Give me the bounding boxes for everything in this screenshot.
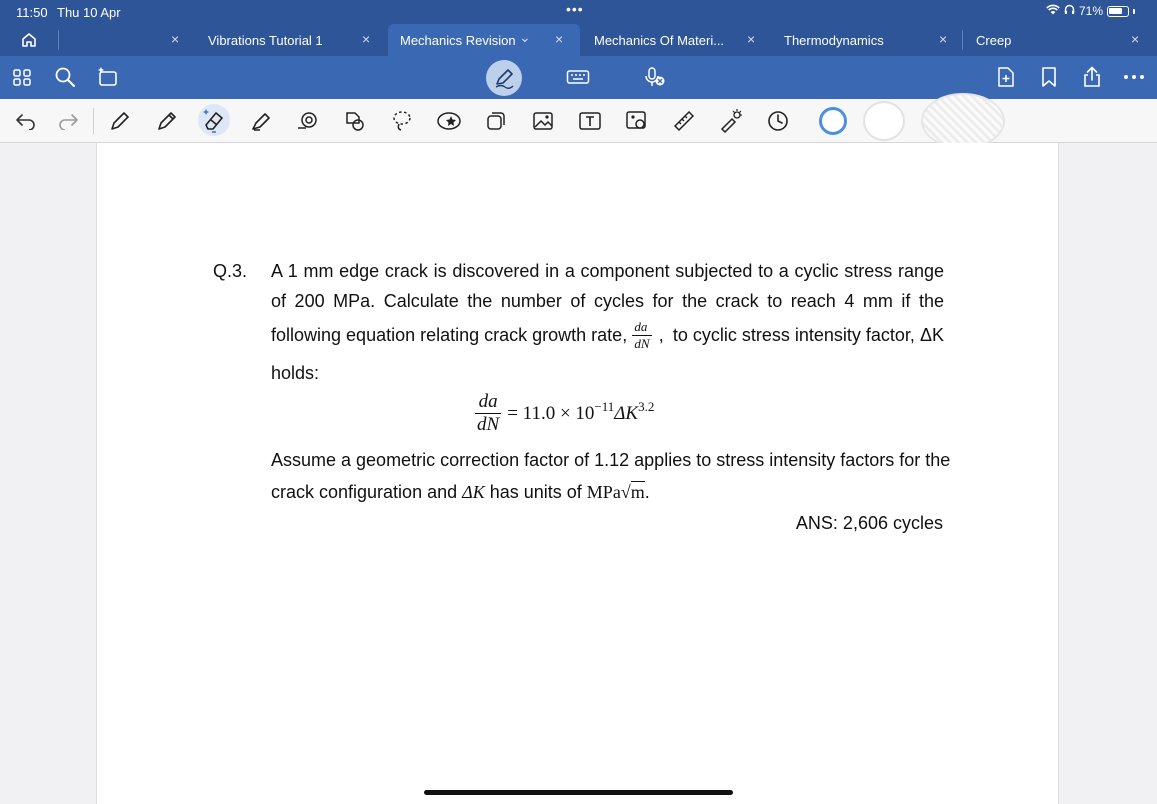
undo-icon[interactable] (12, 107, 40, 135)
answer-text: ANS: 2,606 cycles (795, 513, 943, 533)
pen-tool-icon[interactable] (106, 107, 134, 135)
question-line-2: of 200 MPa. Calculate the number of cycles for the crack to reach 4 mm if the (271, 291, 944, 311)
stroke-size-large[interactable] (921, 93, 1005, 149)
question-line-3: following equation relating crack growth rate, $\frac{da}{dN}$ , to cyclic stress intensity factor, ΔK (271, 319, 944, 351)
question-line-1: A 1 mm edge crack is discovered in a component subjected to a cyclic stress range (271, 261, 944, 281)
close-tab-icon[interactable]: × (747, 31, 756, 47)
tab-label: Vibrations Tutorial 1 (208, 33, 323, 48)
crack-growth-rate-fraction: $\frac{da}{dN}$ (634, 319, 650, 351)
tab-label: Thermodynamics (784, 33, 884, 48)
tab-bar (0, 24, 1157, 56)
pen-mode-button[interactable] (486, 60, 522, 96)
add-page-icon[interactable] (993, 64, 1019, 90)
text-tool-icon[interactable] (576, 107, 604, 135)
lasso-shapes-icon[interactable] (341, 107, 369, 135)
close-tab-icon[interactable]: × (362, 31, 371, 47)
tab-creep[interactable] (962, 24, 1157, 56)
question-line-6: crack configuration and ΔK has units of MPa√m. (271, 482, 650, 502)
tab-label: Mechanics Of Materi... (594, 33, 725, 48)
line3-end: to cyclic stress intensity factor, ΔK (672, 325, 944, 345)
equation-fraction: $\frac{da}{dN}$ (477, 391, 500, 435)
search-icon[interactable] (52, 64, 78, 90)
close-tab-icon[interactable]: × (939, 31, 948, 47)
main-toolbar (0, 56, 1157, 99)
status-bar (0, 0, 1157, 24)
status-right (1046, 4, 1135, 18)
element-tool-icon[interactable] (482, 107, 510, 135)
home-icon[interactable] (16, 27, 42, 53)
select-area-icon[interactable] (95, 64, 121, 90)
close-tab-icon[interactable]: × (171, 31, 180, 47)
image-tool-icon[interactable] (529, 107, 557, 135)
question-line-5: Assume a geometric correction factor of 1.12 applies to stress intensity factors for the (271, 450, 951, 470)
close-tab-icon[interactable]: × (1131, 31, 1140, 47)
laser-pointer-icon[interactable] (717, 107, 745, 135)
tab-label: Creep (976, 33, 1012, 48)
stroke-size-medium[interactable] (863, 101, 905, 141)
status-date: Thu 10 Apr (57, 5, 121, 20)
chevron-down-icon[interactable]: ⌄ (519, 29, 531, 45)
tab-mechanics-revision[interactable] (388, 24, 580, 56)
battery-percent: 71% (1078, 4, 1103, 18)
line3-start: following equation relating crack growth rate, (271, 325, 628, 345)
headphones-icon (1064, 4, 1075, 18)
sticker-tool-icon[interactable] (435, 107, 463, 135)
close-tab-icon[interactable]: × (555, 31, 564, 47)
question-number: Q.3. (213, 261, 248, 281)
status-time: 11:50 (16, 5, 48, 20)
multitasking-dots-icon[interactable]: ••• (566, 1, 584, 17)
crack-growth-equation: $\frac{da}{dN}$ = 11.0 × 10 $^{-11}$ ΔK $^{3.2}$ (477, 391, 655, 435)
eraser-tool-icon[interactable] (200, 107, 228, 135)
camera-tool-icon[interactable] (623, 107, 651, 135)
shape-tool-icon[interactable] (294, 107, 322, 135)
drawing-toolbar (0, 99, 1157, 143)
more-options-icon[interactable] (1121, 64, 1147, 90)
tab-label: Mechanics Revision (400, 33, 516, 48)
tab-vibrations-tutorial[interactable] (166, 24, 386, 56)
question-line-4: holds: (271, 363, 320, 383)
highlighter-tool-icon[interactable] (247, 107, 275, 135)
redo-icon[interactable] (54, 107, 82, 135)
lasso-tool-icon[interactable] (388, 107, 416, 135)
tab-thermodynamics[interactable] (770, 24, 960, 56)
share-icon[interactable] (1079, 64, 1105, 90)
thumbnails-icon[interactable] (9, 64, 35, 90)
document-page[interactable] (96, 143, 1059, 804)
home-indicator[interactable] (424, 790, 733, 795)
bookmark-icon[interactable] (1036, 64, 1062, 90)
tab-mechanics-of-materials[interactable] (580, 24, 770, 56)
ruler-tool-icon[interactable] (670, 107, 698, 135)
color-swatch-selected[interactable] (819, 107, 847, 135)
pencil-tool-icon[interactable] (153, 107, 181, 135)
history-icon[interactable] (764, 107, 792, 135)
wifi-icon (1046, 4, 1060, 18)
mute-microphone-icon[interactable] (641, 64, 667, 90)
battery-icon (1107, 6, 1129, 17)
keyboard-icon[interactable] (565, 64, 591, 90)
